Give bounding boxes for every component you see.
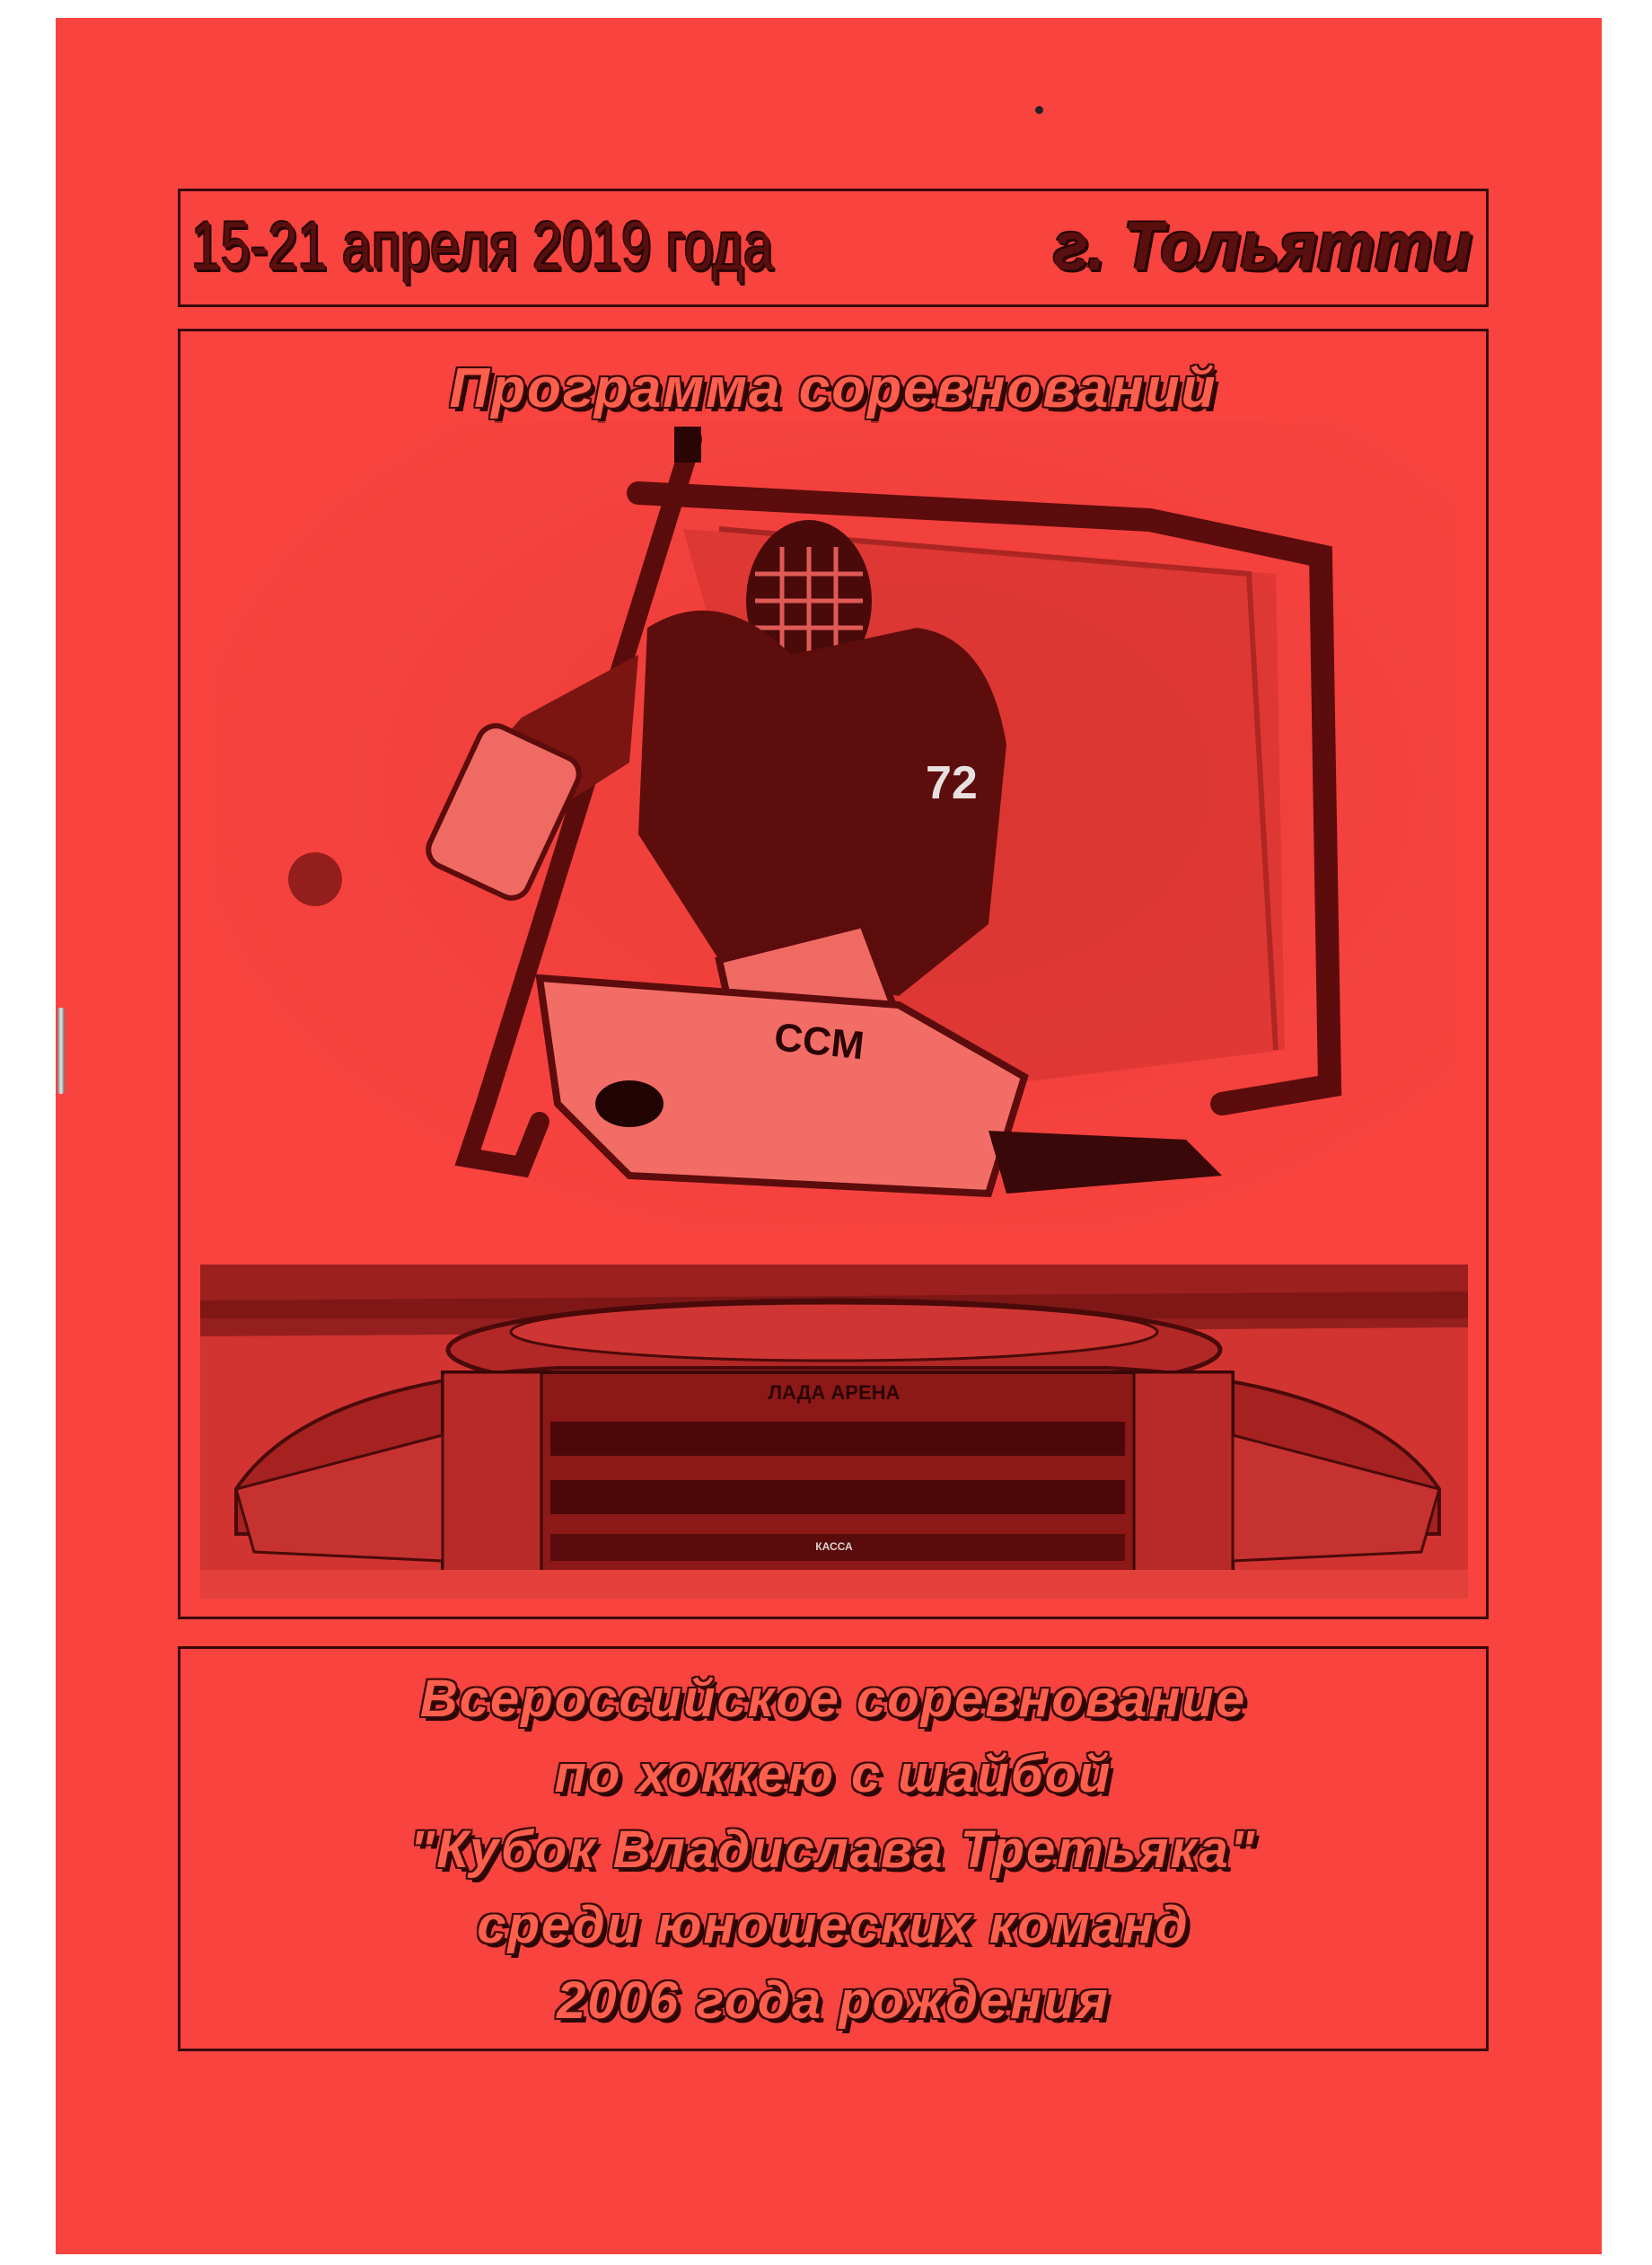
competition-line-2: по хоккею с шайбой <box>554 1745 1112 1803</box>
pad-brand: CCM <box>771 1015 866 1069</box>
competition-line-1: Всероссийское соревнование <box>419 1670 1247 1728</box>
competition-line-5: 2006 года рождения <box>557 1971 1110 2030</box>
ink-speck <box>1035 106 1043 114</box>
main-frame <box>178 329 1489 1619</box>
puck <box>595 1080 663 1127</box>
arena-photo <box>200 1265 1468 1599</box>
entrance-sign: КАССА <box>815 1540 853 1553</box>
header-frame <box>178 189 1489 307</box>
competition-line-4: среди юношеских команд <box>477 1896 1190 1954</box>
event-city: г. Тольятти <box>1053 208 1472 285</box>
goalie-illustration <box>216 421 1455 1229</box>
arena-sign: ЛАДА АРЕНА <box>768 1381 901 1404</box>
footer-frame <box>178 1646 1489 2051</box>
staple <box>57 1008 65 1094</box>
jersey-number: 72 <box>926 757 978 809</box>
program-title: Программа соревнований <box>449 357 1217 419</box>
event-dates: 15-21 апреля 2019 года <box>191 208 774 285</box>
competition-title <box>180 1661 1486 2039</box>
competition-line-3: "Кубок Владислава Третьяка" <box>409 1820 1257 1879</box>
